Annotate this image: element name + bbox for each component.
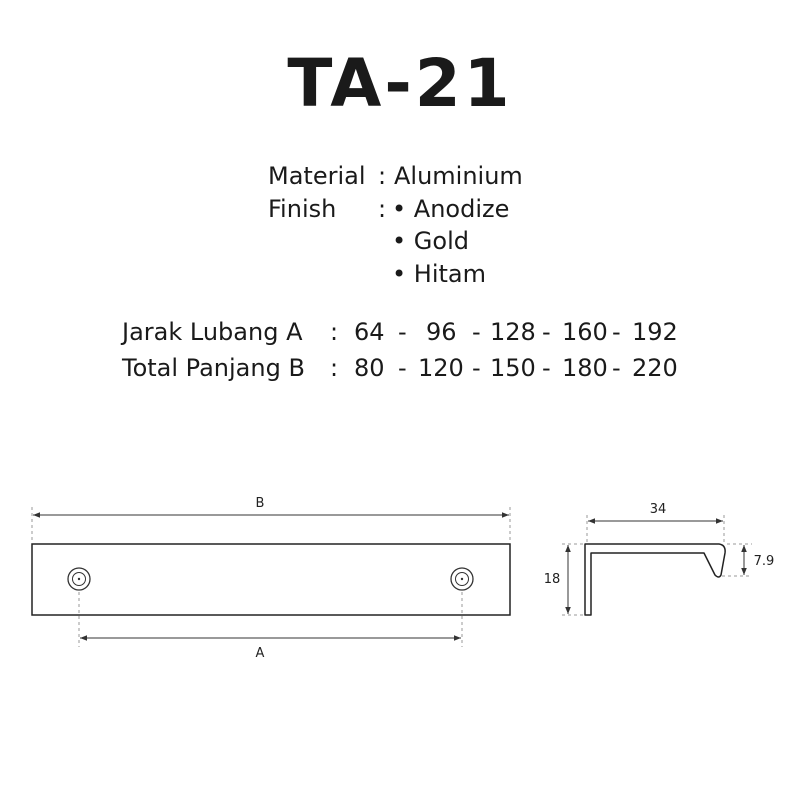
value-cell: 64 bbox=[354, 318, 385, 346]
mounting-hole-left bbox=[68, 568, 90, 590]
handle-body bbox=[32, 544, 510, 615]
value-cell: 192 bbox=[632, 318, 678, 346]
finish-option: • Hitam bbox=[392, 260, 486, 288]
value-cell: 120 bbox=[418, 354, 464, 382]
value-cell: 128 bbox=[490, 318, 536, 346]
value-separator: - bbox=[612, 354, 621, 382]
finish-colon: : bbox=[378, 195, 387, 223]
value-separator: - bbox=[612, 318, 621, 346]
value-separator: - bbox=[542, 318, 551, 346]
value-cell: 150 bbox=[490, 354, 536, 382]
value-cell: 220 bbox=[632, 354, 678, 382]
value-separator: - bbox=[472, 318, 481, 346]
value-cell: 160 bbox=[562, 318, 608, 346]
b-label: B bbox=[255, 496, 265, 511]
finish-option: • Gold bbox=[392, 227, 469, 255]
value-cell: 96 bbox=[426, 318, 457, 346]
row-colon: : bbox=[330, 354, 339, 382]
value-cell: 80 bbox=[354, 354, 385, 382]
side-view bbox=[544, 502, 775, 615]
a-label: A bbox=[255, 646, 265, 661]
product-title: TA-21 bbox=[287, 45, 513, 122]
value-separator: - bbox=[398, 354, 407, 382]
mounting-hole-right bbox=[451, 568, 473, 590]
row-label: Total Panjang B bbox=[122, 354, 305, 382]
material-colon: : bbox=[378, 162, 387, 190]
finish-option: • Anodize bbox=[392, 195, 510, 223]
value-separator: - bbox=[542, 354, 551, 382]
handle-profile bbox=[585, 544, 725, 615]
row-label: Jarak Lubang A bbox=[122, 318, 303, 346]
finish-label: Finish bbox=[268, 195, 337, 223]
height-label: 18 bbox=[543, 572, 561, 587]
front-view bbox=[32, 496, 510, 661]
width-label: 34 bbox=[649, 502, 667, 517]
value-cell: 180 bbox=[562, 354, 608, 382]
lip-label: 7.9 bbox=[753, 554, 775, 569]
material-label: Material bbox=[268, 162, 366, 190]
value-separator: - bbox=[398, 318, 407, 346]
material-value: Aluminium bbox=[394, 162, 523, 190]
value-separator: - bbox=[472, 354, 481, 382]
row-colon: : bbox=[330, 318, 339, 346]
